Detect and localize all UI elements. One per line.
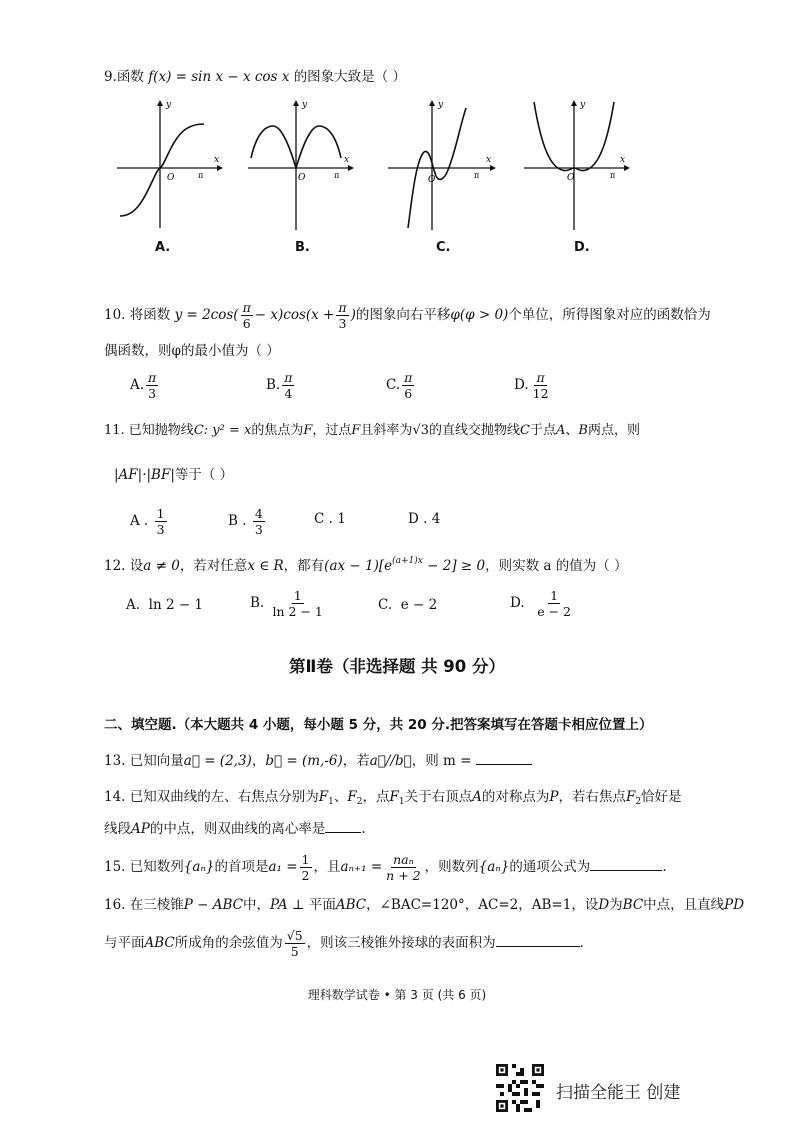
question-12-stem: 12. 设a ≠ 0，若对任意x ∈ R，都有$(ax - 1)[e^{(a+1)x} - 2] \ge 0$，则实数 a 的值为（ ） bbox=[104, 556, 628, 574]
q12-option-c: C. e − 2 bbox=[378, 597, 438, 613]
q9-option-d-label: D. bbox=[574, 240, 590, 255]
q12-option-b: B. $\frac{1}{\ln 2 - 1}$ bbox=[250, 588, 323, 619]
q10-frac-pi6: $\frac{\pi}{6}$ bbox=[242, 300, 251, 331]
q16-answer-blank[interactable] bbox=[496, 933, 580, 947]
question-11-line2: |AF|·|BF|等于（ ） bbox=[114, 467, 234, 483]
y-label: y bbox=[580, 100, 586, 110]
q11-option-c: C . 1 bbox=[314, 511, 346, 527]
y-label: y bbox=[302, 100, 308, 110]
question-16-line1: 16. 在三棱锥P − ABC中，PA ⊥ 平面ABC，∠BAC=120°，AC=2，AB=1，设D为BC中点，且直线PD bbox=[104, 897, 745, 913]
q14-answer-blank[interactable] bbox=[325, 819, 361, 833]
q11-option-b: B . $\frac{4}{3}$ bbox=[228, 506, 263, 537]
page-footer: 理科数学试卷 • 第 3 页 (共 6 页) bbox=[307, 988, 487, 1002]
qr-code-icon bbox=[496, 1064, 544, 1112]
question-13: 13. 已知向量a⃗ = (2,3)，b⃗ = (m,-6)，若a⃗//b⃗，则 m = bbox=[104, 750, 532, 772]
question-14-line2: 线段AP的中点，则双曲线的离心率是 . bbox=[104, 821, 366, 837]
q9-option-b-label: B. bbox=[295, 240, 310, 255]
scanner-watermark: 扫描全能王 创建 bbox=[556, 1083, 681, 1103]
q9-option-a-label: A. bbox=[155, 240, 171, 255]
origin-label: O bbox=[567, 173, 575, 183]
q9-option-c-label: C. bbox=[436, 240, 451, 255]
y-label: y bbox=[166, 100, 172, 110]
question-16-line2: 与平面ABC所成角的余弦值为 $\frac{√5}{5}$ ，则该三棱锥外接球的表面积为 . bbox=[104, 928, 584, 959]
origin-label: O bbox=[167, 173, 175, 183]
q9-graph-b bbox=[246, 98, 361, 233]
x-label: x bbox=[486, 155, 492, 165]
pi-label: π bbox=[334, 171, 340, 180]
q12-option-d: D. $\frac{1}{e - 2}$ bbox=[510, 588, 572, 619]
x-label: x bbox=[344, 155, 350, 165]
q9-prefix: 9.函数 bbox=[104, 69, 144, 85]
q9-graph-d bbox=[522, 98, 637, 233]
q10-option-b: B. $\frac{\pi}{4}$ bbox=[266, 370, 293, 401]
question-9-stem bbox=[104, 66, 406, 88]
origin-label: O bbox=[298, 173, 306, 183]
pi-label: π bbox=[198, 171, 204, 180]
q11-option-d: D . 4 bbox=[408, 511, 441, 527]
q11-option-a: A . $\frac{1}{3}$ bbox=[130, 506, 165, 537]
q15-answer-blank[interactable] bbox=[590, 857, 662, 871]
q10-option-d: D. $\frac{\pi}{12}$ bbox=[514, 370, 549, 401]
curve bbox=[120, 124, 204, 216]
pi-label: π bbox=[610, 171, 616, 180]
question-14-line1: 14. 已知双曲线的左、右焦点分别为$F_1$、$F_2$，点$F_1$关于右顶点A的对称点为P，若右焦点$F_2$恰好是 bbox=[104, 789, 682, 807]
q10-option-a: A. $\frac{\pi}{3}$ bbox=[130, 370, 157, 401]
question-15: 15. 已知数列{aₙ}的首项是a₁ = $\frac{1}{2}$ ，且aₙ₊₁ = $\frac{\text{naₙ}}{n + 2}$ ，则数列{aₙ}的通项公式为 . bbox=[104, 852, 667, 883]
q9-formula: f(x) = sin x − x cos x bbox=[148, 69, 290, 85]
question-11-line1: 11. 已知抛物线C: y² = x的焦点为F，过点F且斜率为√3的直线交抛物线C于点A、B两点，则 bbox=[104, 423, 640, 438]
fill-in-section-header: 二、填空题.（本大题共 4 小题，每小题 5 分，共 20 分.把答案填写在答题卡相应位置上） bbox=[104, 717, 653, 733]
section-ii-title: 第Ⅱ卷（非选择题 共 90 分） bbox=[288, 657, 506, 676]
q12-option-a: A. ln 2 − 1 bbox=[126, 597, 204, 613]
pi-label: π bbox=[474, 171, 480, 180]
q9-graph-c bbox=[386, 98, 501, 233]
q9-suffix: 的图象大致是（ ） bbox=[293, 69, 406, 85]
q10-frac-pi3: $\frac{\pi}{3}$ bbox=[338, 300, 347, 331]
origin-label: O bbox=[428, 175, 436, 185]
q10-option-c: C. $\frac{\pi}{6}$ bbox=[386, 370, 413, 401]
x-label: x bbox=[620, 155, 626, 165]
x-label: x bbox=[214, 155, 220, 165]
question-10-line2: 偶函数，则φ的最小值为（ ） bbox=[104, 343, 280, 359]
q10-formula-start: y = 2cos( bbox=[174, 307, 239, 323]
question-10-line1: 10. 将函数 y = 2cos( $\frac{\pi}{6}$ − x)cos(x + $\frac{\pi}{3}$ )的图象向右平移φ(φ > 0)个单位，所得图象对应的函数恰为 bbox=[104, 300, 711, 331]
q11-expression: |AF|·|BF| bbox=[114, 467, 175, 483]
q13-answer-blank[interactable] bbox=[476, 751, 532, 765]
y-label: y bbox=[438, 100, 444, 110]
q9-graph-a bbox=[112, 98, 227, 233]
